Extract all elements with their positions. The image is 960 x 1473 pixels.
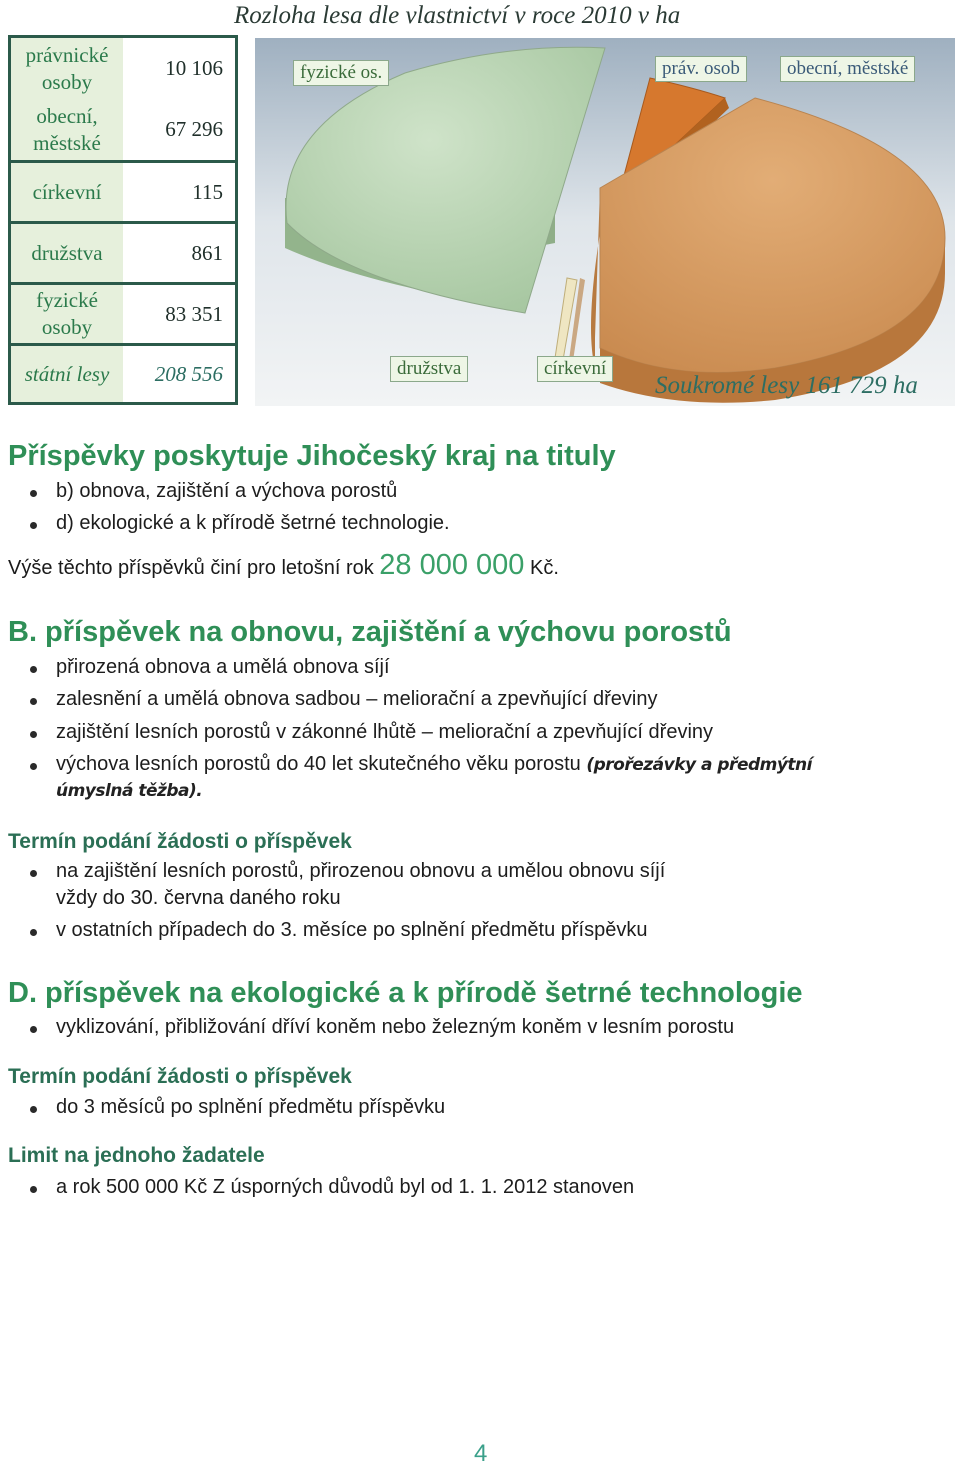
- table-value: 208 556: [123, 346, 235, 402]
- list-item-continuation: úmyslná těžba).: [56, 781, 203, 801]
- chart-title: Rozloha lesa dle vlastnictví v roce 2010 v ha: [234, 2, 681, 29]
- table-label: obecní, městské: [33, 103, 101, 155]
- label-cirkevni: církevní: [537, 356, 613, 382]
- section-d-heading: D. příspěvek na ekologické a k přírodě šetrné technologie: [8, 977, 803, 1009]
- table-value: 10 106: [165, 56, 223, 80]
- term-heading-d: Termín podání žádosti o příspěvek: [8, 1065, 352, 1088]
- label-druzstva: družstva: [390, 356, 468, 382]
- table-label: církevní: [11, 163, 123, 221]
- amount-value: 28 000 000: [379, 549, 525, 581]
- table-value: 67 296: [165, 117, 223, 141]
- table-label: právnické osoby: [25, 42, 109, 94]
- label-prav-osob: práv. osob: [655, 56, 747, 82]
- table-label: státní lesy: [11, 346, 123, 402]
- table-row: [11, 38, 235, 160]
- page-number: 4: [474, 1440, 488, 1467]
- table-value: 115: [123, 163, 235, 221]
- term-heading-b: Termín podání žádosti o příspěvek: [8, 830, 352, 853]
- table-value: 861: [123, 224, 235, 282]
- table-row: [11, 346, 235, 402]
- table-value: 83 351: [123, 285, 235, 343]
- pie-chart-svg: [255, 38, 955, 406]
- list-item-continuation: vždy do 30. června daného roku: [56, 887, 341, 909]
- table-row: [11, 224, 235, 282]
- table-row: [11, 163, 235, 221]
- section-intro-heading: Příspěvky poskytuje Jihočeský kraj na tituly: [8, 440, 616, 472]
- label-fyzicke: fyzické os.: [293, 60, 389, 86]
- section-b-heading: B. příspěvek na obnovu, zajištění a výchovu porostů: [8, 616, 732, 648]
- ownership-table: [8, 35, 238, 405]
- pie-chart: [255, 38, 955, 406]
- amount-line: Výše těchto příspěvků činí pro letošní rok 28 000 000 Kč.: [8, 549, 559, 581]
- table-label: fyzické osoby: [11, 285, 123, 343]
- chart-annotation: Soukromé lesy 161 729 ha: [655, 372, 918, 399]
- table-row: [11, 285, 235, 343]
- table-label: družstva: [11, 224, 123, 282]
- label-obecni: obecní, městské: [780, 56, 915, 82]
- limit-heading: Limit na jednoho žadatele: [8, 1144, 265, 1167]
